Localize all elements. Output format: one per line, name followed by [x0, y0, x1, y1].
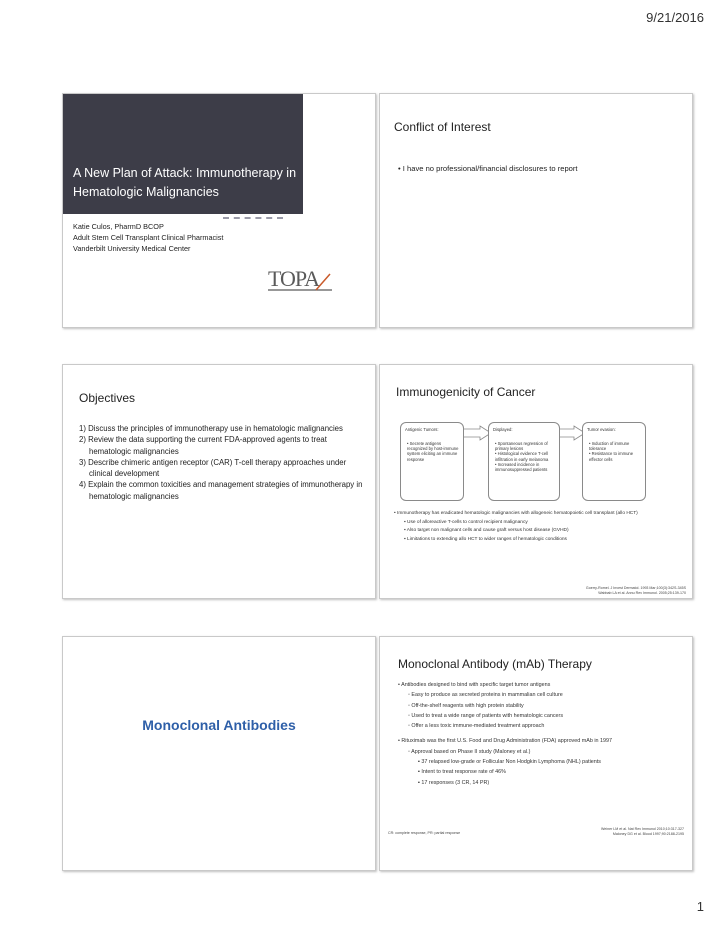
list-item: • Rituximab was the first U.S. Food and Drug Administration (FDA) approved mAb in 1997 — [398, 738, 613, 745]
slide-title-text: Immunogenicity of Cancer — [396, 385, 536, 399]
list-item: ▪ Intent to treat response rate of 46% — [418, 769, 506, 776]
divider — [223, 217, 283, 219]
list-item: ▪ 17 responses (3 CR, 14 PR) — [418, 779, 490, 786]
list-item: ◦ Approval based on Phase II study (Maloney et al.) — [408, 748, 531, 755]
list-item: • Antibodies designed to bind with specific target tumor antigens — [398, 682, 551, 688]
list-item: 4) Explain the common toxicities and management strategies of immunotherapy in hematologic malignancies — [79, 480, 363, 501]
author-block — [73, 221, 223, 254]
bullet-list — [394, 510, 684, 544]
objectives-list — [79, 423, 369, 502]
list-item: ▪ Also target non malignant cells and cause graft versus host disease (GVHD) — [404, 528, 569, 533]
list-item: ◦ Easy to produce as secreted proteins in mammalian cell culture — [408, 692, 563, 699]
bullet-item: • I have no professional/financial disclosures to report — [398, 164, 578, 173]
section-title: Monoclonal Antibodies — [142, 717, 296, 733]
slide-title-text: Conflict of Interest — [394, 120, 491, 134]
slide-section-mab — [62, 636, 376, 871]
flow-box: Antigenic Tumors: • Secrete antigens recognized by host-immune system eliciting an immune response — [400, 422, 464, 501]
author-role: Adult Stem Cell Transplant Clinical Pharmacist — [73, 233, 224, 242]
references: Weiner LM et al. Nat Rev Immunol 2010;10:317-327 Maloney DG et al. Blood 1997;90:2188-2195 — [600, 827, 684, 836]
slide-title — [62, 93, 376, 328]
author-name: Katie Culos, PharmD BCOP — [73, 222, 164, 231]
list-item: ◦ Offer a less toxic immune-mediated treatment approach — [408, 723, 545, 730]
page-number: 1 — [696, 899, 704, 914]
slide-mab-therapy — [379, 636, 693, 871]
list-item: 1) Discuss the principles of immunotherapy use in hematologic malignancies — [79, 424, 343, 433]
flow-box: Tumor evasion: • Induction of immune tolerance • Resistance to immune effector cells — [582, 422, 646, 501]
title-band-side — [303, 94, 375, 214]
topa-logo — [266, 262, 336, 296]
presentation-title: A New Plan of Attack: Immunotherapy in Hematologic Malignancies — [73, 166, 297, 199]
list-item: ▪ 37 relapsed low-grade or Follicular Non Hodgkin Lymphoma (NHL) patients — [418, 759, 601, 766]
slide-title-text: Monoclonal Antibody (mAb) Therapy — [398, 657, 592, 671]
handout-date: 9/21/2016 — [646, 10, 704, 25]
slide-immunogenicity — [379, 364, 693, 599]
list-item: ◦ Off-the-shelf reagents with high protein stability — [408, 702, 524, 709]
slide-title-text: Objectives — [79, 391, 136, 405]
author-institution: Vanderbilt University Medical Center — [73, 244, 191, 253]
slide-objectives — [62, 364, 376, 599]
list-item: ◦ Used to treat a wide range of patients with hematologic cancers — [408, 712, 564, 719]
list-item: ▪ Use of alloreactive T-cells to control recipient malignancy — [404, 519, 528, 525]
list-item: • Immunotherapy has eradicated hematologic malignancies with allogeneic hematopoietic cell transplant (allo HCT) — [394, 511, 638, 516]
list-item: 3) Describe chimeric antigen receptor (CAR) T-cell therapy approaches under clinical development — [79, 457, 347, 479]
flow-box: Displayed: • Spontaneous regression of primary lesions • Histological evidence T-cell infiltration in early melanoma • Increased incidence in immunosuppressed patients — [488, 422, 560, 501]
references: Goerry-Romel. J Invest Dermatol. 1993 Mar;100(3):342S-345S Wabbab LA et al. Annu Rev Immunol. 2005;25:139-170 — [585, 586, 686, 595]
footnote: CR: complete response, PR: partial response — [388, 831, 461, 835]
svg-text:TOPA: TOPA — [268, 266, 320, 291]
list-item: ▪ Limitations to extending allo HCT to wider ranges of hematologic conditions — [404, 536, 567, 542]
bullet-list — [398, 680, 683, 788]
list-item: 2) Review the data supporting the current FDA-approved agents to treat hematologic malignancies — [79, 435, 327, 456]
slide-conflict — [379, 93, 693, 328]
